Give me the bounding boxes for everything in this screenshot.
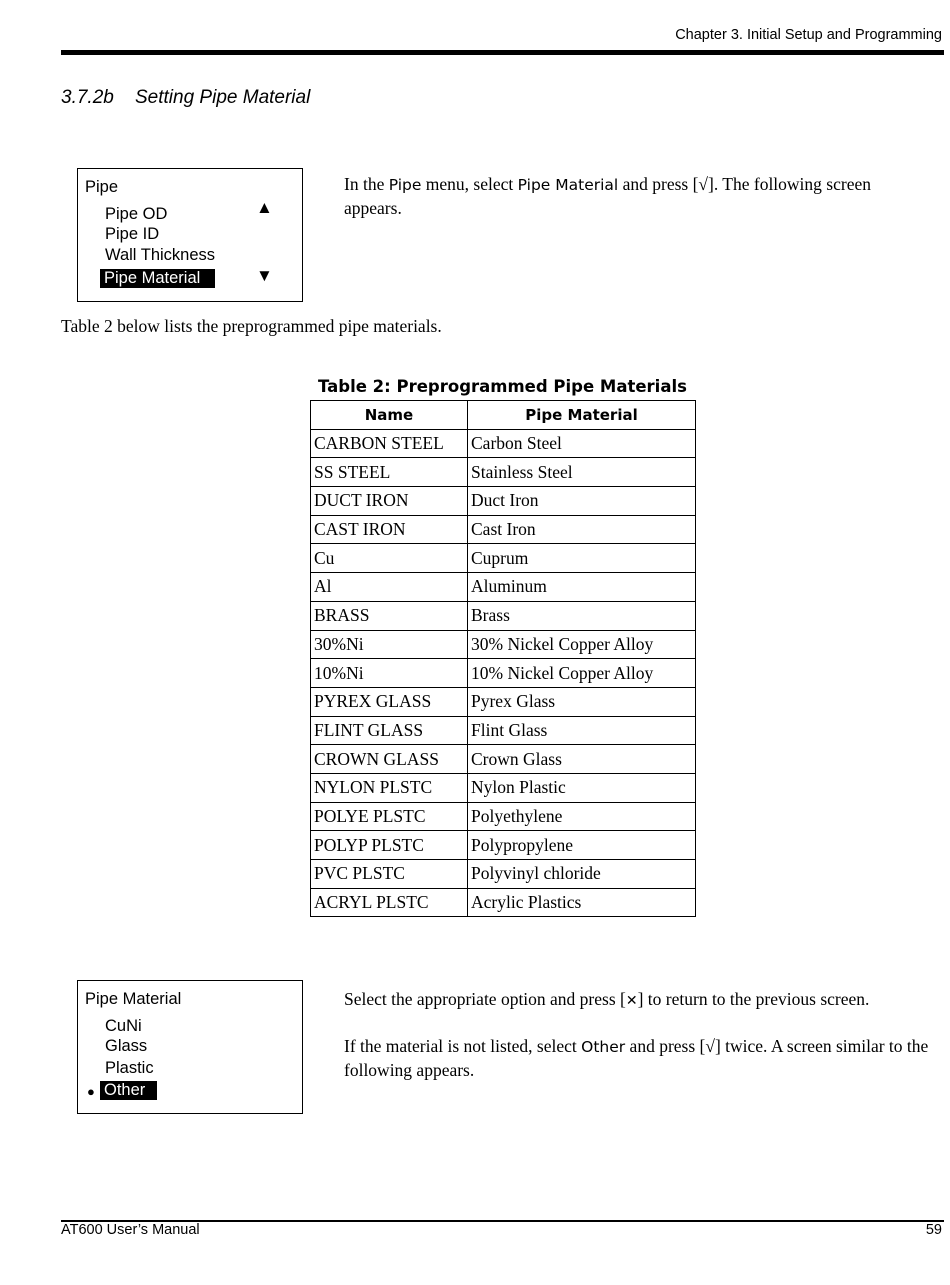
table-row [311, 888, 696, 917]
chapter-header: Chapter 3. Initial Setup and Programming [675, 27, 942, 43]
option-other-selected: Other [100, 1081, 157, 1100]
table-caption: Table 2: Preprogrammed Pipe Materials [318, 377, 687, 396]
cell-name: POLYP PLSTC [311, 831, 468, 860]
cell-name: ACRYL PLSTC [311, 888, 468, 917]
table-row [311, 487, 696, 516]
intro-paragraph: In the Pipe menu, select Pipe Material and press [√]. The following screen appears. [344, 174, 871, 218]
footer-manual-title: AT600 User’s Manual [61, 1222, 200, 1238]
cell-name: SS STEEL [311, 458, 468, 487]
cell-name: NYLON PLSTC [311, 773, 468, 802]
cell-pipe-material: Carbon Steel [468, 429, 696, 458]
option-plastic: Plastic [105, 1059, 154, 1077]
cell-name: CAST IRON [311, 515, 468, 544]
column-header-name: Name [311, 401, 468, 430]
pipe-materials-table [310, 400, 696, 917]
cell-name: 10%Ni [311, 659, 468, 688]
menu-item-wall-thickness: Wall Thickness [105, 246, 216, 264]
cell-name: CARBON STEEL [311, 429, 468, 458]
table-row [311, 630, 696, 659]
cell-pipe-material: Nylon Plastic [468, 773, 696, 802]
screen-title: Pipe Material [85, 990, 182, 1008]
selected-bullet-icon: ● [87, 1084, 95, 1099]
ui-term-other: Other [581, 1038, 626, 1056]
header-rule [61, 50, 944, 55]
table-row [311, 429, 696, 458]
cell-name: Al [311, 573, 468, 602]
page-number: 59 [925, 1222, 942, 1238]
table-row [311, 802, 696, 831]
table-header-row [311, 401, 696, 430]
table-row [311, 687, 696, 716]
x-key-icon: ✕ [625, 993, 638, 1009]
table-intro-text: Table 2 below lists the preprogrammed pipe materials. [61, 316, 442, 336]
cell-pipe-material: Crown Glass [468, 745, 696, 774]
table-row [311, 544, 696, 573]
cell-pipe-material: Cast Iron [468, 515, 696, 544]
select-paragraph: Select the appropriate option and press [✕] to return to the previous screen. [344, 989, 870, 1009]
table-row [311, 773, 696, 802]
section-number: 3.7.2b [61, 87, 114, 108]
table-row [311, 458, 696, 487]
pipe-material-screen [77, 980, 303, 1114]
cell-pipe-material: Polypropylene [468, 831, 696, 860]
table-row [311, 716, 696, 745]
column-header-pipe-material: Pipe Material [468, 401, 696, 430]
ui-term-pipe: Pipe [388, 176, 422, 194]
option-cuni: CuNi [105, 1017, 142, 1035]
cell-name: FLINT GLASS [311, 716, 468, 745]
option-glass: Glass [105, 1037, 148, 1055]
scroll-down-arrow-icon: ▼ [256, 266, 273, 285]
cell-pipe-material: Cuprum [468, 544, 696, 573]
menu-item-pipe-material-selected: Pipe Material [100, 269, 215, 288]
cell-pipe-material: 10% Nickel Copper Alloy [468, 659, 696, 688]
cell-name: CROWN GLASS [311, 745, 468, 774]
other-paragraph: If the material is not listed, select Other and press [√] twice. A screen similar to the following appears. [344, 1036, 929, 1080]
cell-name: Cu [311, 544, 468, 573]
cell-name: POLYE PLSTC [311, 802, 468, 831]
cell-pipe-material: Acrylic Plastics [468, 888, 696, 917]
table-row [311, 745, 696, 774]
pipe-menu-screen [77, 168, 303, 302]
cell-pipe-material: Aluminum [468, 573, 696, 602]
cell-name: DUCT IRON [311, 487, 468, 516]
cell-pipe-material: 30% Nickel Copper Alloy [468, 630, 696, 659]
screen-title: Pipe [85, 178, 119, 196]
table-row [311, 515, 696, 544]
cell-name: PYREX GLASS [311, 687, 468, 716]
table-row [311, 831, 696, 860]
section-title: Setting Pipe Material [135, 87, 311, 108]
cell-name: BRASS [311, 601, 468, 630]
table-row [311, 659, 696, 688]
menu-item-pipe-od: Pipe OD [105, 205, 168, 223]
section-heading [61, 87, 310, 109]
table-row [311, 601, 696, 630]
cell-pipe-material: Polyvinyl chloride [468, 860, 696, 889]
cell-pipe-material: Pyrex Glass [468, 687, 696, 716]
table-row [311, 860, 696, 889]
cell-pipe-material: Stainless Steel [468, 458, 696, 487]
cell-pipe-material: Duct Iron [468, 487, 696, 516]
cell-pipe-material: Polyethylene [468, 802, 696, 831]
scroll-up-arrow-icon: ▲ [256, 198, 273, 217]
cell-pipe-material: Brass [468, 601, 696, 630]
cell-name: PVC PLSTC [311, 860, 468, 889]
cell-pipe-material: Flint Glass [468, 716, 696, 745]
menu-item-pipe-id: Pipe ID [105, 225, 160, 243]
cell-name: 30%Ni [311, 630, 468, 659]
table-row [311, 573, 696, 602]
ui-term-pipe-material: Pipe Material [517, 176, 619, 194]
